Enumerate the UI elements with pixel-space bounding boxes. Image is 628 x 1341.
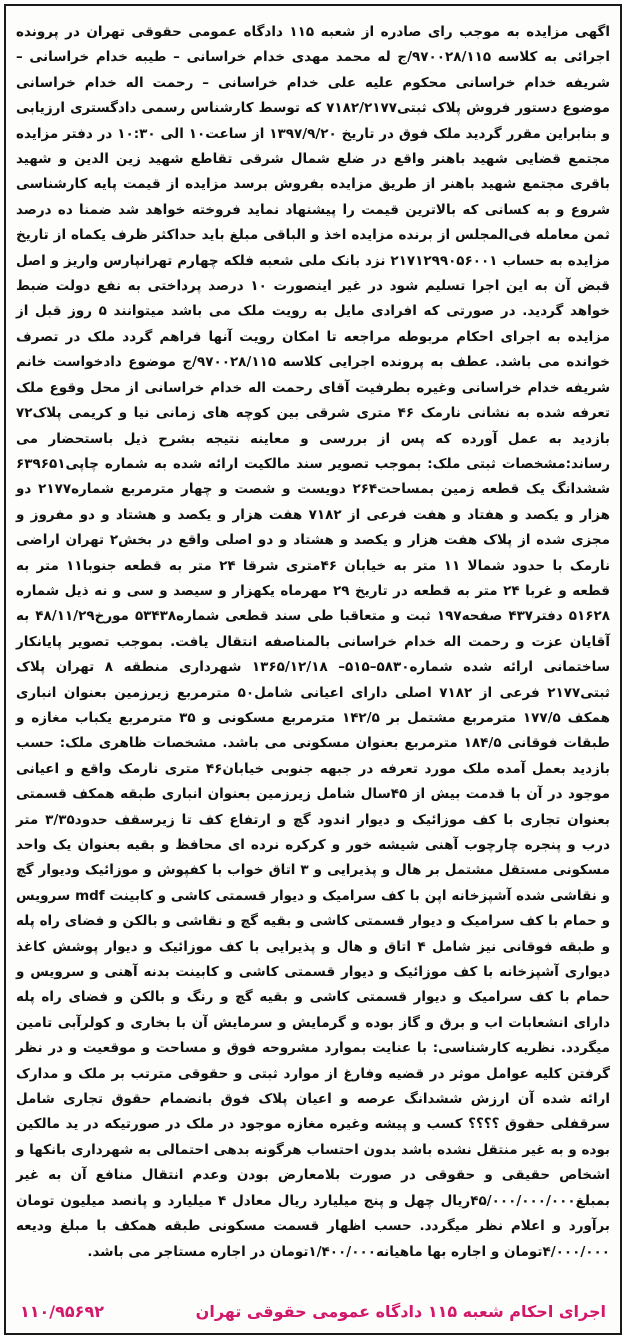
legal-notice [4, 4, 622, 1335]
notice-body [16, 20, 610, 1265]
notice-text: اگهی مزایده به موجب رای صادره از شعبه ۱۱۵ دادگاه عمومی حقوقی تهران در پرونده اجرائی به کلاسه ۹۷۰۰۲۸/۱۱۵/ج له محمد مهدی خدام خراسانی – طیبه خدام خراسانی – شریفه خدام خراسانی محکوم علیه علی خدام خراسانی – رحمت اله خدام خراسانی موضوع دستور فروش پلاک ثبتی۷۱۸۲/۲۱۷۷ که توسط کارشناس رسمی دادگستری ارزیابی و بنابراین مقرر گردید ملک فوق در تاریخ ۱۳۹۷/۹/۲۰ از ساعت۱۰ الی ۱۰:۳۰ در دفتر مزایده مجتمع قضایی شهید باهنر واقع در ضلع شمال شرقی تقاطع شهید زین الدین و شهید باقری مجتمع شهید باهنر از طریق مزایده بفروش برسد مزایده از قیمت پایه کارشناسی شروع و به کسانی که بالاترین قیمت را پیشنهاد نماید فروخته خواهد شد ضمنا ده درصد ثمن معامله فی‌المجلس از برنده مزایده اخذ و الباقی مبلغ باید حداکثر ظرف یکماه از تاریخ مزایده به حساب ۲۱۷۱۲۹۹۰۵۶۰۰۱ نزد بانک ملی شعبه فلکه چهارم تهرانپارس واریز و اصل قبض آن به این اجرا تسلیم شود در غیر اینصورت ۱۰ درصد پرداختی به نفع دولت ضبط خواهد گردید. در صورتی که افرادی مایل به رویت ملک می باشد میتوانند ۵ روز قبل از مزایده به اجرای احکام مربوطه مراجعه تا امکان رویت آنها فراهم گردد ملک در تصرف خوانده می باشد. عطف به پرونده اجرایی کلاسه ۹۷۰۰۲۸/۱۱۵/ج موضوع دادخواست خانم شریفه خدام خراسانی وغیره بطرفیت آقای رحمت اله خدام خراسانی از محل وقوع ملک تعرفه شده به نشانی نارمک ۴۶ متری شرقی بین کوچه های زمانی نیا و کریمی پلاک۷۲ بازدید به عمل آورده که پس از بررسی و معاینه نتیجه بشرح ذیل باستحضار می رساند:مشخصات ثبتی ملک: بموجب تصویر سند مالکیت ارائه شده به شماره چاپی۶۳۹۶۵۱ ششدانگ یک قطعه زمین بمساحت۲۶۴ دویست و شصت و چهار مترمربع شماره۲۱۷۷ دو هزار و یکصد و هفتاد و هفت فرعی از ۷۱۸۲ هفت هزار و یکصد و هشتاد و دو مفروز و مجزی شده از پلاک هفت هزار و یکصد و هشتاد و دو اصلی واقع در بخش۲ تهران اراضی نارمک با حدود شمالا ۱۱ متر به خیابان ۴۶متری شرقا ۲۴ متر به قطعه جنوبا۱۱ متر به قطعه و غربا ۲۴ متر به قطعه در تاریخ ۲۹ مهرماه یکهزار و سیصد و سی و نه ذیل شماره ۵۱۶۲۸ دفتر۴۳۷ صفحه۱۹۷ ثبت و متعاقبا طی سند قطعی شماره۵۳۴۳۸ مورخ۴۸/۱۱/۲۹ به آقایان عزت و رحمت اله خدام خراسانی بالمناصفه انتقال یافت. بموجب تصویر پایانکار ساختمانی ارائه شده شماره۵۸۳۰–۵۱۵– ۱۳۶۵/۱۲/۱۸ شهرداری منطقه ۸ تهران پلاک ثبتی۲۱۷۷ فرعی از ۷۱۸۲ اصلی دارای اعیانی شامل۵۰ مترمربع زیرزمین بعنوان انباری همکف ۱۷۷/۵ مترمربع مشتمل بر ۱۴۲/۵ مترمربع مسکونی و ۳۵ مترمربع یکباب مغازه و طبقات فوقانی ۱۸۴/۵ مترمربع بعنوان مسکونی می باشد. مشخصات ظاهری ملک: حسب بازدید بعمل آمده ملک مورد تعرفه در جبهه جنوبی خیابان۴۶ متری نارمک واقع و اعیانی موجود در آن با قدمت بیش از ۴۵سال شامل زیرزمین بعنوان انباری طبقه همکف قسمتی بعنوان تجاری با کف موزائیک و دیوار اندود گچ و ارتفاع کف تا زیرسقف حدود۳/۳۵ متر درب و پنجره چارچوب آهنی شیشه خور و کرکره نرده ای محافظ و بقیه بعنوان یک واحد مسکونی مستقل مشتمل بر هال و پذیرایی و ۳ اتاق خواب با کفپوش و موزائیک ودیوار گچ و نقاشی شده آشپزخانه اپن با کف سرامیک و دیوار قسمتی کاشی و کابینت mdf سرویس و حمام با کف سرامیک و دیوار قسمتی کاشی و بقیه گچ و نقاشی و بالکن و فضای راه پله و طبقه فوقانی نیز شامل ۴ اتاق و هال و پذیرایی با کف موزائیک و دیوار پوشش کاغذ دیواری آشپزخانه با کف موزائیک و دیوار قسمتی کاشی و کابینت بدنه آهنی و سرویس و حمام با کف سرامیک و دیوار قسمتی کاشی و بقیه گچ و رنگ و بالکن و فضای راه پله دارای انشعابات اب و برق و گاز بوده و گرمایش و سرمایش آن با بخاری و کولرآبی تامین میگردد. نظریه کارشناسی: با عنایت بموارد مشروحه فوق و مساحت و موقعیت و در نظر گرفتن کلیه عوامل موثر در قضیه وفارغ از موارد ثبتی و حقوقی مترتب بر ملک و مدارک ارائه شده آن ارزش ششدانگ عرصه و اعیان پلاک فوق بانضمام حقوق تجاری شامل سرقفلی حقوق ؟؟؟؟ کسب و پیشه وغیره مغازه موجود در ملک در صورتیکه در ید مالکین بوده و به غیر منتقل نشده باشد بدون احتساب هرگونه بدهی احتمالی به شهرداری بانکها و اشخاص حقیقی و حقوقی در صورت بلامعارض بودن وعدم انتقال منافع آن به غیر بمبلغ۴۵/۰۰۰/۰۰۰/۰۰۰ریال چهل و پنج میلیارد ریال معادل ۴ میلیارد و پانصد میلیون تومان برآورد و اعلام نظر میگردد. حسب اظهار قسمت مسکونی طبقه همکف با مبلغ ودیعه ۴/۰۰۰/۰۰۰تومان و اجاره بها ماهیانه۱/۴۰۰/۰۰۰تومان در اجاره مستاجر می باشد. [16, 24, 611, 1260]
notice-code: ۱۱۰/۹۵۶۹۲ [20, 1302, 104, 1321]
issuer-signature: اجرای احکام شعبه ۱۱۵ دادگاه عمومی حقوقی تهران [195, 1302, 606, 1321]
notice-footer [20, 1293, 606, 1323]
